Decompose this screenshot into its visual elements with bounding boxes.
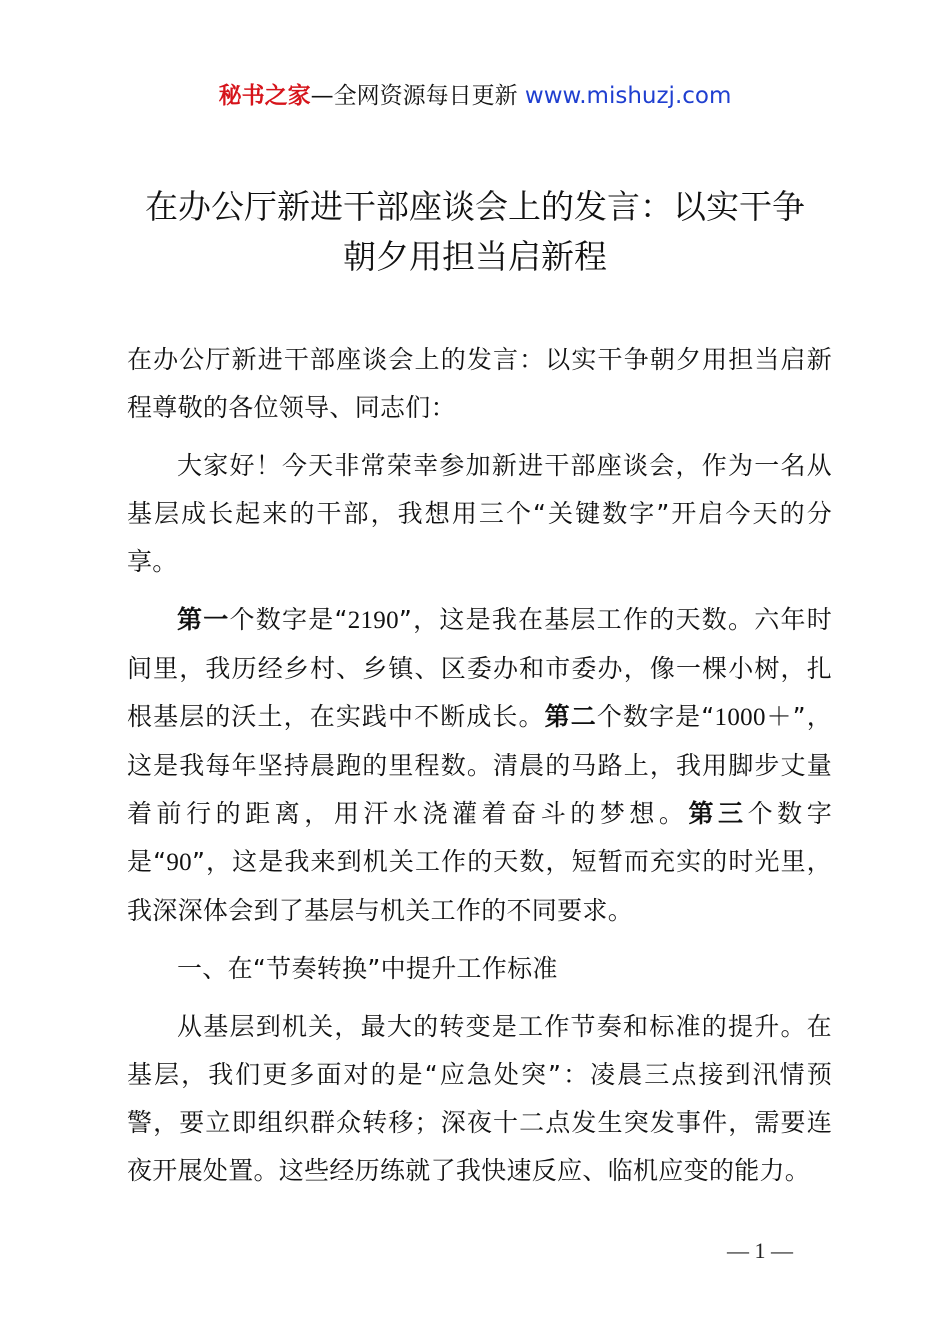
header-separator: — xyxy=(310,83,334,109)
text-span: 个数字是“ xyxy=(229,605,348,634)
title-line-1: 在办公厅新进干部座谈会上的发言：以实干争 xyxy=(145,187,805,226)
salutation-paragraph: 在办公厅新进干部座谈会上的发言：以实干争朝夕用担当启新程尊敬的各位领导、同志们： xyxy=(127,345,832,422)
brand-name: 秘书之家 xyxy=(218,83,311,109)
number-90: 90 xyxy=(166,849,192,876)
text-span: ”，这是我在基层工作的天数。六年时间里，我历经乡村、乡镇、区委办和市委办，像一棵小树，扎根基层的沃土，在实践中不断成长。 xyxy=(127,605,832,731)
document-title xyxy=(110,182,840,282)
rhythm-paragraph: 从基层到机关，最大的转变是工作节奏和标准的提升。在基层，我们更多面对的是“应急处突”：凌晨三点接到汛情预警，要立即组织群众转移；深夜十二点发生突发事件，需要连夜开展处置。这些经历练就了我快速反应、临机应变的能力。 xyxy=(127,1012,832,1185)
key-numbers-paragraph xyxy=(127,596,832,935)
text-span: ＋”，这是我每年坚持晨跑的里程数。清晨的马路上，我用脚步丈量着前行的距离，用汗水浇灌着奋斗的梦想。 xyxy=(127,702,833,828)
site-header xyxy=(0,80,950,112)
site-url-link[interactable]: www.mishuzj.com xyxy=(524,83,732,109)
bold-third: 第三 xyxy=(688,799,748,828)
page-number: — 1 — xyxy=(727,1238,793,1263)
text-span: ”，这是我来到机关工作的天数，短暂而充实的时光里，我深深体会到了基层与机关工作的不同要求。 xyxy=(127,847,832,925)
number-1000: 1000 xyxy=(714,704,766,731)
document-body xyxy=(127,336,832,1205)
header-tagline: 全网资源每日更新 xyxy=(333,83,518,109)
number-2190: 2190 xyxy=(347,607,399,634)
title-line-2: 朝夕用担当启新程 xyxy=(343,237,607,276)
bold-first: 第一 xyxy=(177,605,230,634)
bold-second: 第二 xyxy=(544,702,597,731)
text-span: 个数字是“ xyxy=(596,702,715,731)
section-heading-1: 一、在“节奏转换”中提升工作标准 xyxy=(177,954,558,983)
greeting-paragraph: 大家好！今天非常荣幸参加新进干部座谈会，作为一名从基层成长起来的干部，我想用三个“关键数字”开启今天的分享。 xyxy=(127,451,832,576)
text-span: 个数字是“ xyxy=(127,799,832,876)
